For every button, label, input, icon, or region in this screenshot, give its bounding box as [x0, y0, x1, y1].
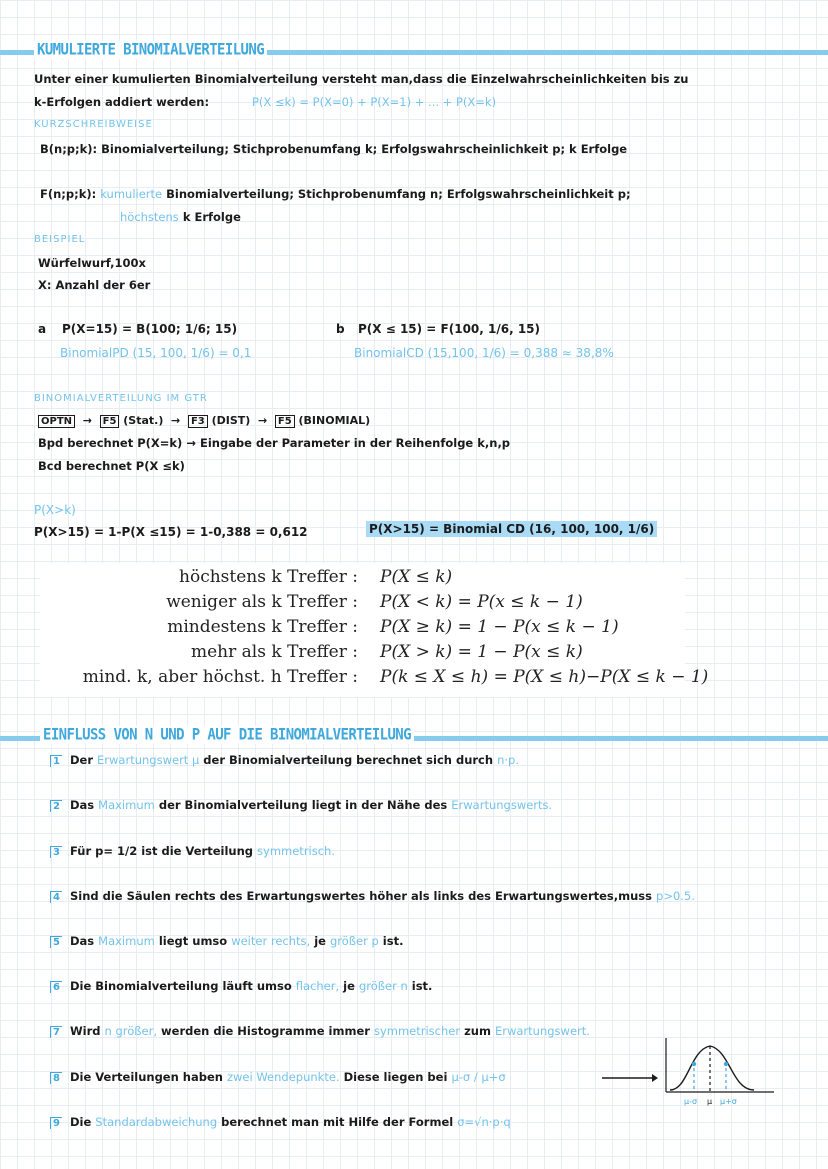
- item-blue: Maximum: [98, 798, 155, 812]
- formula-label-4: mehr als k Treffer :: [191, 642, 358, 662]
- item-text: ist.: [411, 979, 433, 993]
- formula-2: P(X < k) = P(x ≤ k − 1): [380, 592, 583, 612]
- item-blue: flacher,: [295, 979, 340, 993]
- item-text: je: [314, 934, 326, 948]
- binomial-label: (BINOMIAL): [298, 414, 371, 427]
- item-blue: Erwartungswert.: [494, 1024, 590, 1038]
- item-text: Wird: [69, 1024, 101, 1038]
- gtr-heading: BINOMIALVERTEILUNG IM GTR: [34, 393, 208, 404]
- stat-label: (Stat.): [123, 414, 164, 427]
- item-blue: symmetrisch.: [257, 844, 335, 858]
- item-text: berechnet man mit Hilfe der Formel: [221, 1115, 454, 1129]
- item-text: Das: [69, 934, 95, 948]
- formula-label-3: mindestens k Treffer :: [167, 617, 358, 637]
- item-number: 4: [50, 891, 62, 903]
- bell-curve-sketch: [662, 1032, 782, 1112]
- item-text: Die: [69, 1115, 92, 1129]
- sketch-label-mu: µ: [707, 1097, 713, 1106]
- item-text: Der: [69, 753, 94, 767]
- pxk-calculation: P(X>15) = 1-P(X ≤15) = 1-0,388 = 0,612: [34, 525, 308, 539]
- item-blue: zwei Wendepunkte.: [226, 1070, 340, 1084]
- f-def-rest: Binomialverteilung; Stichprobenumfang n; Erfolgswahrscheinlichkeit p;: [166, 187, 631, 201]
- formula-4: P(X > k) = 1 − P(x ≤ k): [380, 642, 583, 662]
- sketch-label-mu-minus-sigma: µ-σ: [684, 1097, 698, 1106]
- example-b-formula: P(X ≤ 15) = F(100, 1/6, 15): [358, 322, 541, 336]
- example-a-formula: P(X=15) = B(100; 1/6; 15): [62, 322, 238, 336]
- formula-label-1: höchstens k Treffer :: [179, 567, 358, 587]
- item-blue: Standardabweichung: [95, 1115, 218, 1129]
- intro-line-1: Unter einer kumulierten Binomialverteilung versteht man,dass die Einzelwahrscheinlichkeiten bis zu: [34, 72, 689, 86]
- intro-line-2: k-Erfolgen addiert werden:: [34, 95, 210, 109]
- item-text: Die Verteilungen haben: [69, 1070, 223, 1084]
- beispiel-line-2: X: Anzahl der 6er: [38, 278, 151, 292]
- item-blue: µ-σ / µ+σ: [451, 1070, 506, 1084]
- item-text: der Binomialverteilung liegt in der Nähe des: [158, 798, 448, 812]
- list-item: [50, 889, 695, 903]
- f-def-kumulierte: kumulierte: [100, 187, 163, 201]
- list-item: [50, 798, 552, 812]
- item-blue: symmetrischer: [373, 1024, 461, 1038]
- list-item: [50, 1024, 590, 1038]
- list-item: [50, 1115, 511, 1129]
- arrow-icon: →: [254, 414, 272, 427]
- item-number: 9: [50, 1117, 62, 1129]
- pxk-highlight-text: P(X>15) = Binomial CD (16, 100, 100, 1/6): [366, 521, 657, 537]
- f5-key-binomial: F5: [275, 415, 295, 428]
- arrow-icon: →: [167, 414, 185, 427]
- item-number: 7: [50, 1026, 62, 1038]
- arrow-right-icon: [602, 1071, 658, 1085]
- section1-title: KUMULIERTE BINOMIALVERTEILUNG: [34, 41, 267, 59]
- item-text: werden die Histogramme immer: [161, 1024, 370, 1038]
- item-text: ist.: [382, 934, 404, 948]
- f-def-hoechstens: höchstens: [120, 210, 179, 224]
- f-definition-line2: [120, 210, 241, 224]
- list-item: [50, 934, 403, 948]
- item-number: 5: [50, 936, 62, 948]
- item-text: Sind die Säulen rechts des Erwartungswertes höher als links des Erwartungswertes,muss: [69, 889, 652, 903]
- list-item: [50, 979, 432, 993]
- item-blue: n·p.: [497, 753, 519, 767]
- f3-key: F3: [188, 415, 208, 428]
- list-item: [50, 844, 335, 858]
- example-a-result: BinomialPD (15, 100, 1/6) = 0,1: [60, 346, 252, 360]
- item-blue: σ=√n·p·q: [457, 1115, 511, 1129]
- item-number: 8: [50, 1072, 62, 1084]
- item-text: Diese liegen bei: [343, 1070, 448, 1084]
- list-item: [50, 1070, 506, 1084]
- item-text: Die Binomialverteilung läuft umso: [69, 979, 292, 993]
- section2-title: EINFLUSS VON N UND P AUF DIE BINOMIALVERTEILUNG: [40, 726, 414, 744]
- item-text: Für p= 1/2 ist die Verteilung: [69, 844, 254, 858]
- sketch-label-mu-plus-sigma: µ+σ: [720, 1097, 737, 1106]
- formula-3: P(X ≥ k) = 1 − P(x ≤ k − 1): [380, 617, 619, 637]
- item-blue: n größer,: [104, 1024, 157, 1038]
- b-definition: B(n;p;k): Binomialverteilung; Stichprobenumfang k; Erfolgswahrscheinlichkeit p; k Erfolge: [40, 142, 628, 156]
- f5-key: F5: [100, 415, 120, 428]
- f-definition: [40, 187, 631, 201]
- formula-table: [40, 563, 709, 697]
- kurzschreibweise-heading: KURZSCHREIBWEISE: [34, 119, 153, 130]
- item-text: der Binomialverteilung berechnet sich durch: [203, 753, 494, 767]
- formula-label-5: mind. k, aber höchst. h Treffer :: [82, 667, 358, 687]
- arrow-icon: →: [78, 414, 96, 427]
- optn-key: OPTN: [38, 415, 75, 428]
- pxk-heading: P(X>k): [34, 503, 76, 517]
- item-blue: größer n: [358, 979, 408, 993]
- formula-label-2: weniger als k Treffer :: [166, 592, 358, 612]
- item-blue: größer p: [329, 934, 379, 948]
- f-def-prefix: F(n;p;k):: [40, 187, 97, 201]
- item-text: Das: [69, 798, 95, 812]
- intro-formula: P(X ≤k) = P(X=0) + P(X=1) + ... + P(X=k): [252, 95, 497, 109]
- bcd-line: Bcd berechnet P(X ≤k): [38, 459, 185, 473]
- item-number: 2: [50, 800, 62, 812]
- example-b-result: BinomialCD (15,100, 1/6) = 0,388 ≈ 38,8%: [354, 346, 614, 360]
- pxk-highlight: [366, 522, 657, 536]
- formula-5: P(k ≤ X ≤ h) = P(X ≤ h)−P(X ≤ k − 1): [380, 667, 709, 687]
- item-blue: weiter rechts,: [231, 934, 311, 948]
- formula-1: P(X ≤ k): [380, 567, 453, 587]
- item-number: 1: [50, 755, 62, 767]
- item-number: 6: [50, 981, 62, 993]
- item-blue: Erwartungswert µ: [97, 753, 200, 767]
- item-blue: p>0.5.: [656, 889, 695, 903]
- example-b-label: b: [336, 322, 345, 336]
- item-text: liegt umso: [158, 934, 228, 948]
- item-blue: Erwartungswerts.: [451, 798, 553, 812]
- item-text: zum: [464, 1024, 491, 1038]
- item-blue: Maximum: [98, 934, 155, 948]
- gtr-key-sequence: [38, 414, 370, 427]
- example-a-label: a: [38, 322, 47, 336]
- f-def-line2-rest: k Erfolge: [182, 210, 241, 224]
- item-number: 3: [50, 846, 62, 858]
- dist-label: (DIST): [211, 414, 251, 427]
- item-text: je: [343, 979, 355, 993]
- bpd-line: Bpd berechnet P(X=k) → Eingabe der Parameter in der Reihenfolge k,n,p: [38, 436, 511, 450]
- beispiel-line-1: Würfelwurf,100x: [38, 256, 146, 270]
- beispiel-heading: BEISPIEL: [34, 234, 86, 245]
- list-item: [50, 753, 519, 767]
